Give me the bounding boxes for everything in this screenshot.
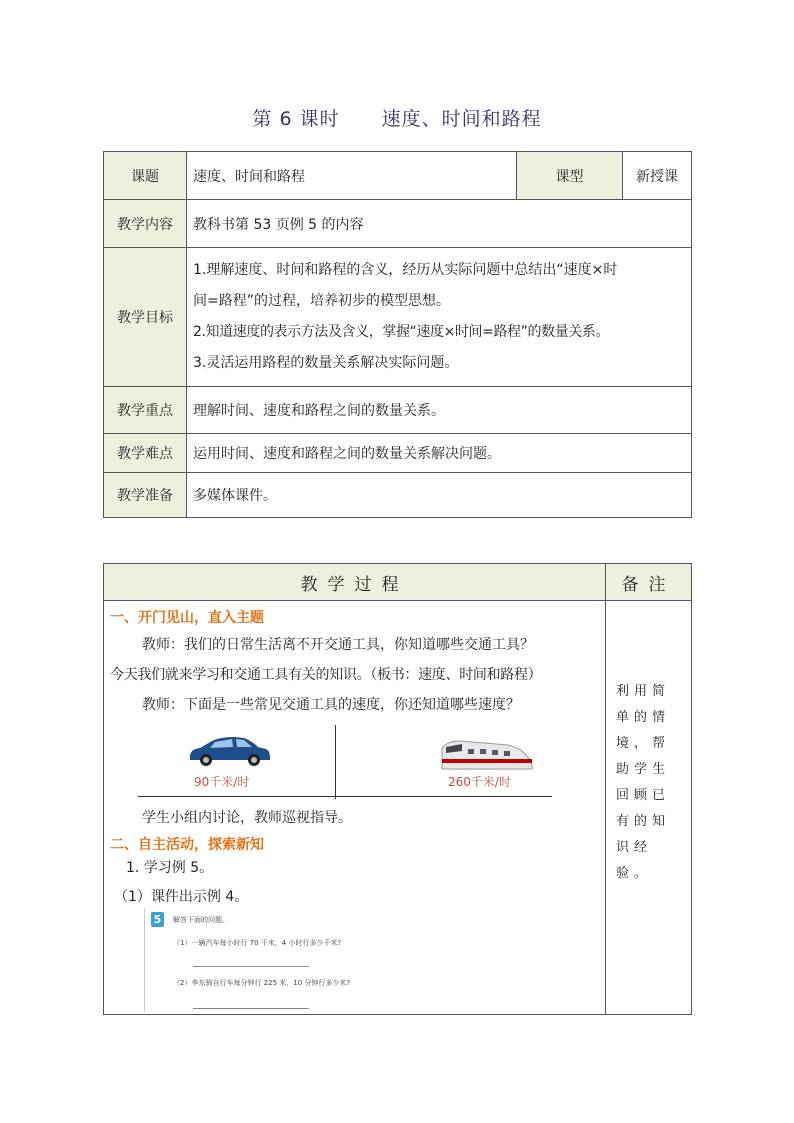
goal-line: 1.理解速度、时间和路程的含义，经历从实际问题中总结出“速度×时 xyxy=(193,262,618,278)
topic-value: 速度、时间和路程 xyxy=(187,152,517,200)
car-icon xyxy=(186,733,272,769)
difficulty-value: 运用时间、速度和路程之间的数量关系解决问题。 xyxy=(187,434,692,473)
answer-line xyxy=(193,1008,309,1009)
example-question: （2）李东骑自行车每分钟行 225 米，10 分钟行多少米? xyxy=(173,979,351,987)
lesson-info-table xyxy=(103,151,692,518)
key-value: 理解时间、速度和路程之间的数量关系。 xyxy=(187,387,692,434)
baseline xyxy=(138,796,552,797)
teaching-process-table xyxy=(103,563,692,1015)
goal-line: 间=路程”的过程，培养初步的模型思想。 xyxy=(193,293,450,309)
answer-line xyxy=(193,966,309,967)
lesson-number: 第 6 课时 xyxy=(252,108,340,130)
content-value: 教科书第 53 页例 5 的内容 xyxy=(187,200,692,248)
example-question: （1）一辆汽车每小时行 70 千米，4 小时行多少千米? xyxy=(173,939,342,947)
prep-label: 教学准备 xyxy=(104,473,187,518)
page-title xyxy=(0,104,794,131)
example-intro: 解答下面的问题。 xyxy=(173,916,229,924)
paragraph: 今天我们就来学习和交通工具有关的知识。（板书：速度、时间和路程） xyxy=(110,667,542,683)
process-header: 教学过程 xyxy=(104,564,606,601)
prep-value: 多媒体课件。 xyxy=(187,473,692,518)
process-content xyxy=(104,601,606,1015)
car-speed: 90千米/时 xyxy=(194,775,250,789)
section-heading-1: 一、开门见山，直入主题 xyxy=(110,610,264,626)
train-icon xyxy=(438,735,534,775)
goal-line: 2.知道速度的表示方法及含义，掌握“速度×时间=路程”的数量关系。 xyxy=(193,324,610,340)
example-number-badge: 5 xyxy=(151,912,164,927)
textbook-example-image xyxy=(144,908,395,1012)
step-item: 1. 学习例 5。 xyxy=(126,860,214,876)
vehicle-speeds-illustration xyxy=(138,725,552,799)
difficulty-label: 教学难点 xyxy=(104,434,187,473)
note-text: 利用简单的情境，帮助学生回顾已有的知识经验。 xyxy=(616,684,671,881)
section-heading-2: 二、自主活动，探索新知 xyxy=(110,837,264,853)
goal-line: 3.灵活运用路程的数量关系解决实际问题。 xyxy=(193,355,459,371)
content-label: 教学内容 xyxy=(104,200,187,248)
type-label: 课型 xyxy=(517,152,623,200)
paragraph: 教师：我们的日常生活离不开交通工具，你知道哪些交通工具？ xyxy=(142,637,534,653)
topic-label: 课题 xyxy=(104,152,187,200)
step-sub-item: （1）课件出示例 4。 xyxy=(114,889,249,905)
key-label: 教学重点 xyxy=(104,387,187,434)
divider xyxy=(335,725,336,799)
goals-label: 教学目标 xyxy=(104,248,187,387)
type-value: 新授课 xyxy=(623,152,692,200)
paragraph: 教师：下面是一些常见交通工具的速度，你还知道哪些速度？ xyxy=(142,697,520,713)
paragraph: 学生小组内讨论，教师巡视指导。 xyxy=(142,810,352,826)
lesson-topic: 速度、时间和路程 xyxy=(381,108,542,130)
train-speed: 260千米/时 xyxy=(448,775,511,789)
note-header: 备注 xyxy=(606,564,692,601)
note-cell xyxy=(606,601,692,1015)
goals-list xyxy=(187,248,692,387)
